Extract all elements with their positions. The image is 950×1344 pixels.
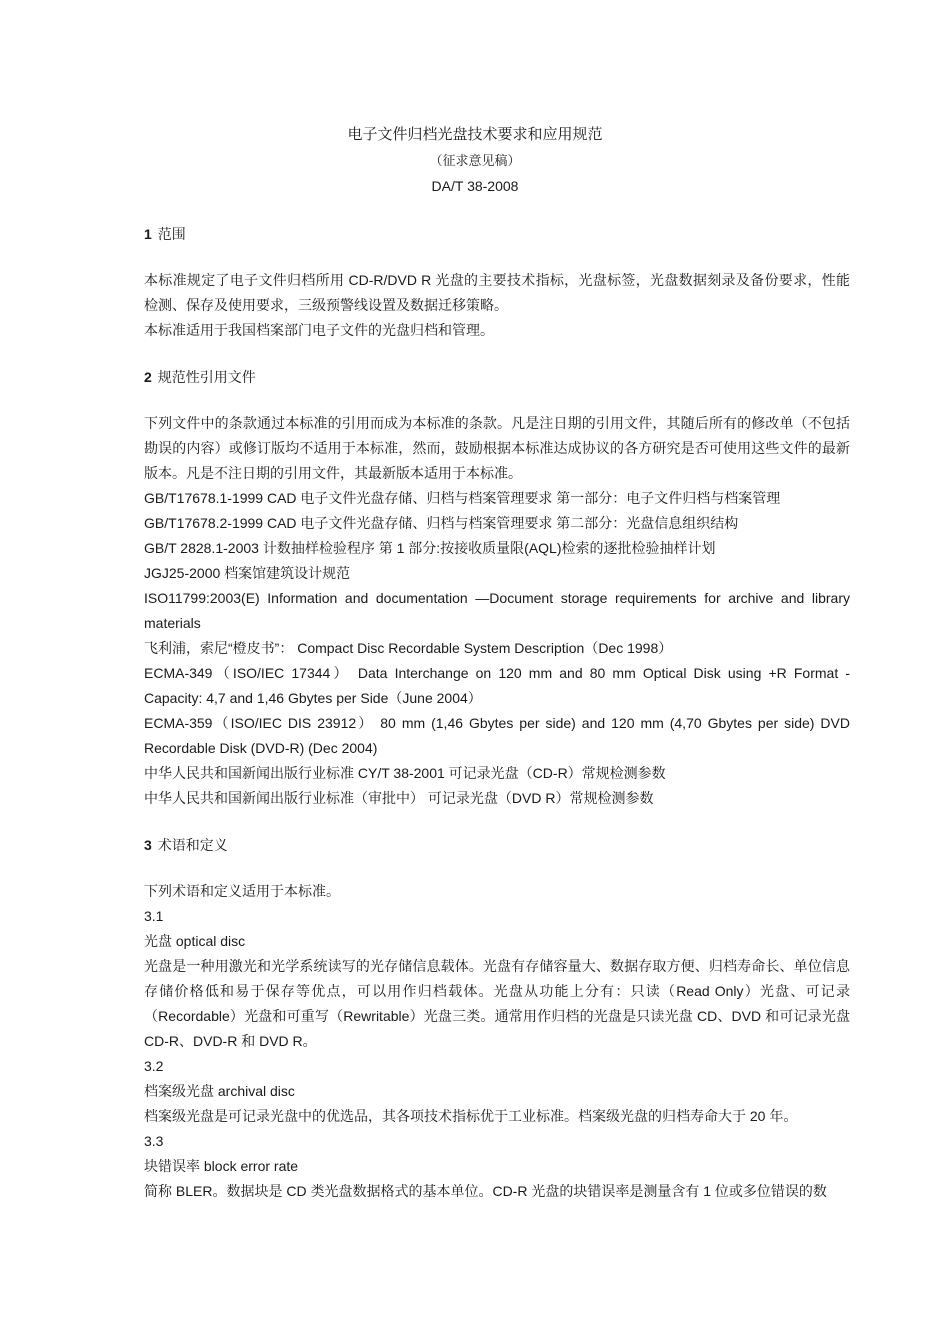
term-definition: 档案级光盘是可记录光盘中的优选品，其各项技术指标优于工业标准。档案级光盘的归档寿命大于 20 年。 [144, 1108, 798, 1124]
reference-item: ECMA-349（ISO/IEC 17344） Data Interchange on 120 mm and 80 mm Optical Disk using +R Format - Capacity: 4,7 and 1,46 Gbytes per Side（June 2004） [144, 665, 850, 706]
section-1-paragraph: 本标准适用于我国档案部门电子文件的光盘归档和管理。 [144, 322, 494, 338]
reference-item: 中华人民共和国新闻出版行业标准 CY/T 38-2001 可记录光盘（CD-R）常规检测参数 [144, 765, 666, 781]
section-1-paragraph: 本标准规定了电子文件归档所用 CD-R/DVD R 光盘的主要技术指标，光盘标签，光盘数据刻录及备份要求，性能检测、保存及使用要求，三级预警线设置及数据迁移策略。 [144, 272, 850, 313]
term-definition: 光盘是一种用激光和光学系统读写的光存储信息载体。光盘有存储容量大、数据存取方便、归档寿命长、单位信息存储价格低和易于保存等优点，可以用作归档载体。光盘从功能上分有：只读（Read Only）光盘、可记录（Recordable）光盘和可重写（Rewritable）光盘三类。通常用作归档的光盘是只读光盘 CD、DVD 和可记录光盘 CD-R、DVD-R 和 DVD R。 [144, 958, 850, 1049]
term-name: 光盘 optical disc [144, 933, 246, 949]
term-number: 3.2 [144, 1058, 164, 1074]
reference-item: 中华人民共和国新闻出版行业标准（审批中） 可记录光盘（DVD R）常规检测参数 [144, 790, 654, 806]
document-subtitle: （征求意见稿） [429, 153, 521, 168]
section-number: 1 [144, 226, 152, 242]
reference-item: GB/T 2828.1-2003 计数抽样检验程序 第 1 部分:按接收质量限(AQL)检索的逐批检验抽样计划 [144, 540, 716, 556]
term-name: 档案级光盘 archival disc [144, 1083, 295, 1099]
section-3-heading [144, 833, 850, 857]
term-definition: 简称 BLER。数据块是 CD 类光盘数据格式的基本单位。CD-R 光盘的块错误率是测量含有 1 位或多位错误的数 [144, 1183, 827, 1199]
section-2-paragraph: 下列文件中的条款通过本标准的引用而成为本标准的条款。凡是注日期的引用文件，其随后所有的修改单（不包括勘误的内容）或修订版均不适用于本标准，然而，鼓励根据本标准达成协议的各方研究是否可使用这些文件的最新版本。凡是不注日期的引用文件，其最新版本适用于本标准。 [144, 415, 850, 481]
document-title: 电子文件归档光盘技术要求和应用规范 [347, 126, 603, 143]
reference-item: ISO11799:2003(E) Information and documentation —Document storage requirements for archive and library materials [144, 590, 850, 631]
term-number: 3.3 [144, 1133, 164, 1149]
section-title: 术语和定义 [157, 837, 228, 853]
section-3-intro: 下列术语和定义适用于本标准。 [144, 883, 340, 899]
document-body [144, 222, 850, 1204]
reference-item: GB/T17678.1-1999 CAD 电子文件光盘存储、归档与档案管理要求 第一部分：电子文件归档与档案管理 [144, 490, 781, 506]
section-title: 范围 [157, 226, 186, 242]
reference-item: JGJ25-2000 档案馆建筑设计规范 [144, 565, 351, 581]
section-title: 规范性引用文件 [157, 369, 256, 385]
reference-item: 飞利浦，索尼“橙皮书”： Compact Disc Recordable System Description（Dec 1998） [144, 640, 673, 656]
reference-item: GB/T17678.2-1999 CAD 电子文件光盘存储、归档与档案管理要求 第二部分：光盘信息组织结构 [144, 515, 739, 531]
section-number: 3 [144, 837, 152, 853]
section-2-heading [144, 365, 850, 389]
term-number: 3.1 [144, 908, 164, 924]
section-1-heading [144, 222, 850, 246]
section-number: 2 [144, 369, 152, 385]
term-name: 块错误率 block error rate [144, 1158, 299, 1174]
reference-item: ECMA-359（ISO/IEC DIS 23912） 80 mm (1,46 Gbytes per side) and 120 mm (4,70 Gbytes per side) DVD Recordable Disk (DVD-R) (Dec 2004) [144, 715, 850, 756]
document-code: DA/T 38-2008 [431, 178, 519, 194]
